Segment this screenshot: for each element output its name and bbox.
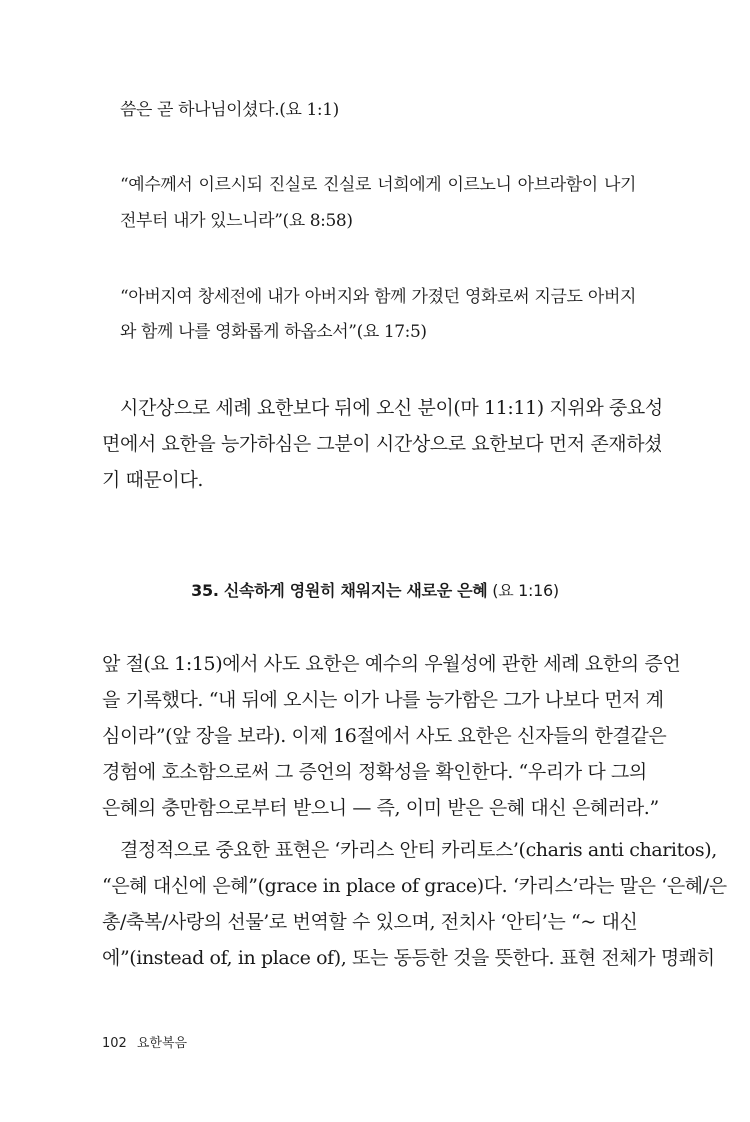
paragraph-line: 총/축복/사랑의 선물’로 번역할 수 있으며, 전치사 ‘안티’는 “~ 대신	[102, 911, 638, 933]
section-heading	[0, 579, 750, 603]
book-title: 요한복음	[136, 1036, 188, 1051]
quote-line: 전부터 내가 있느니라”(요 8:58)	[120, 211, 353, 231]
paragraph-line: 심이라”(앞 장을 보라). 이제 16절에서 사도 요한은 신자들의 한결같은	[102, 725, 667, 747]
quote-line: 와 함께 나를 영화롭게 하옵소서”(요 17:5)	[120, 322, 427, 342]
paragraph-line: 은혜의 충만함으로부터 받으니 — 즉, 이미 받은 은혜 대신 은혜러라.”	[102, 797, 659, 819]
paragraph-line: 경험에 호소함으로써 그 증언의 정확성을 확인한다. “우리가 다 그의	[102, 761, 647, 783]
page-number: 102	[102, 1036, 127, 1051]
section-title: 35. 신속하게 영원히 채워지는 새로운 은혜	[191, 581, 488, 600]
paragraph-line: “은혜 대신에 은혜”(grace in place of grace)다. ‘카리스’라는 말은 ‘은혜/은	[102, 875, 727, 897]
section-reference: (요 1:16)	[487, 581, 559, 600]
quote-line: 씀은 곧 하나님이셨다.(요 1:1)	[120, 100, 339, 120]
paragraph-line: 결정적으로 중요한 표현은 ‘카리스 안티 카리토스’(charis anti charitos),	[120, 839, 717, 861]
page-footer	[102, 1035, 187, 1053]
quote-line: “예수께서 이르시되 진실로 진실로 너희에게 이르노니 아브라함이 나기	[120, 175, 636, 195]
paragraph-line: 을 기록했다. “내 뒤에 오시는 이가 나를 능가함은 그가 나보다 먼저 계	[102, 689, 664, 711]
paragraph-line: 기 때문이다.	[102, 469, 204, 491]
paragraph-line: 앞 절(요 1:15)에서 사도 요한은 예수의 우월성에 관한 세례 요한의 증언	[102, 653, 681, 675]
paragraph-line: 면에서 요한을 능가하심은 그분이 시간상으로 요한보다 먼저 존재하셨	[102, 433, 663, 455]
quote-line: “아버지여 창세전에 내가 아버지와 함께 가졌던 영화로써 지금도 아버지	[120, 287, 636, 307]
paragraph-line: 에”(instead of, in place of), 또는 동등한 것을 뜻한다. 표현 전체가 명쾌히	[102, 947, 715, 969]
paragraph-line: 시간상으로 세례 요한보다 뒤에 오신 분이(마 11:11) 지위와 중요성	[120, 397, 663, 419]
